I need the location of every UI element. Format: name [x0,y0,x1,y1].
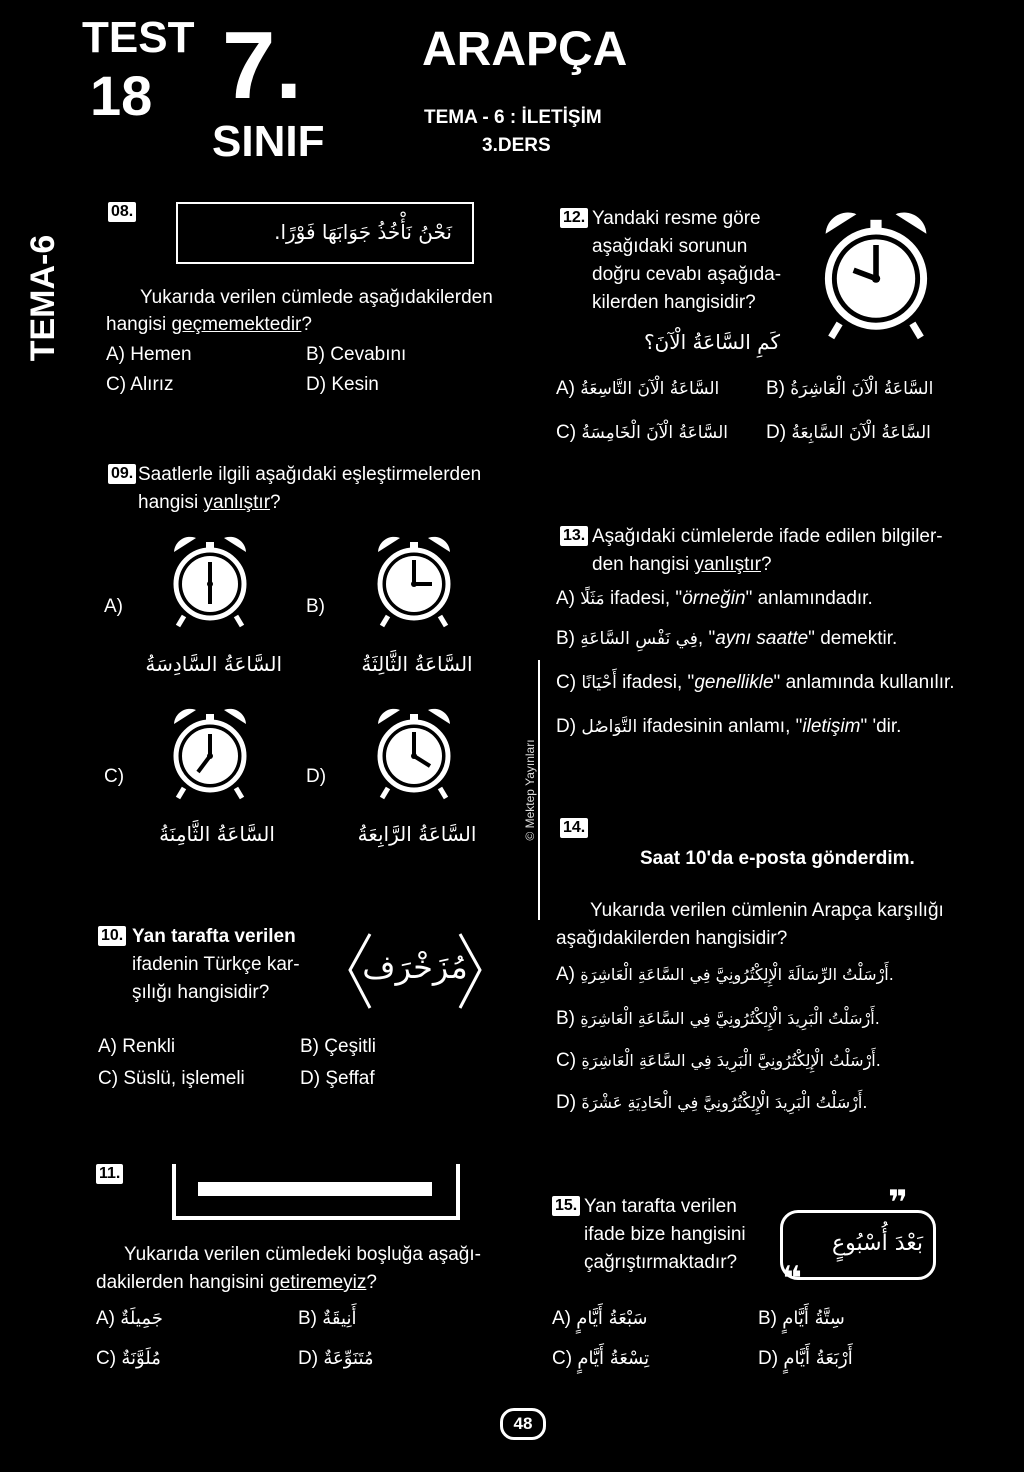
q14-sentence: Saat 10'da e-posta gönderdim. [640,848,915,869]
q14-stem-2: aşağıdakilerden hangisidir? [556,928,788,949]
q08-arabic-sentence: نَحْنُ نَأْخُذُ جَوَابَهَا فَوْرًا. [274,220,452,244]
q08-stem-1: Yukarıda verilen cümlede aşağıdakilerden [140,287,493,308]
q15-option-c[interactable]: C) تِسْعَةُ أَيَّامٍ [552,1348,650,1369]
q15-option-a[interactable]: A) سَبْعَةُ أَيَّامٍ [552,1308,648,1329]
q10-number: 10. [98,926,126,946]
q11-option-b[interactable]: B) أَنِيقَةٌ [298,1308,357,1329]
q10-option-c[interactable]: C) Süslü, işlemeli [98,1068,245,1089]
grade-number: 7. [222,12,303,119]
q12-number: 12. [560,208,588,228]
q08-option-d[interactable]: D) Kesin [306,374,379,395]
q15-stem-2: ifade bize hangisini [584,1224,746,1245]
q11-number: 11. [96,1164,123,1184]
q12-option-c[interactable]: C) السَّاعَةُ الْآنَ الْخَامِسَةُ [556,422,729,443]
q13-stem-1: Aşağıdaki cümlelerde ifade edilen bilgiler- [592,526,943,547]
side-tab: TEMA-6 [24,234,62,362]
q12-stem-4: kilerden hangisidir? [592,292,756,313]
q12-stem-2: aşağıdaki sorunun [592,236,748,257]
q09-option-b-label[interactable]: B) [306,596,325,617]
q14-option-b[interactable]: B) أَرْسَلْتُ الْبَرِيدَ الْإِلِكْتُرُونِيَّ فِي السَّاعَةِ الْعَاشِرَةِ. [556,1008,880,1029]
lesson-title: 3.DERS [482,135,551,156]
q13-option-c[interactable]: C) أَحْيَانًا ifadesi, "genellikle" anlamında kullanılır. [556,672,955,693]
q13-option-b[interactable]: B) فِي نَفْسِ السَّاعَةِ, "aynı saatte" demektir. [556,628,898,649]
q10-option-a[interactable]: A) Renkli [98,1036,176,1057]
subject-title: ARAPÇA [422,23,628,76]
q15-phrase-box [780,1210,936,1280]
q10-stem-3: şılığı hangisidir? [132,982,270,1003]
q11-option-d[interactable]: D) مُتَنَوِّعَةٌ [298,1348,374,1369]
grade-label: SINIF [212,117,325,166]
q13-number: 13. [560,526,588,546]
page-number: 48 [500,1408,546,1440]
closing-quote-icon: ❞ [888,1184,908,1222]
q14-option-c[interactable]: C) أَرْسَلْتُ الْإِلِكْتُرُونِيَّ الْبَرِيدَ فِي السَّاعَةِ الْعَاشِرَةِ. [556,1050,881,1071]
q15-number: 15. [552,1196,580,1216]
opening-quote-icon: ❝ [782,1260,802,1298]
q14-option-d[interactable]: D) أَرْسَلْتُ الْبَرِيدَ الْإِلِكْتُرُونِيَّ فِي الْحَادِيَةِ عَشْرَةَ. [556,1092,868,1113]
q09-number: 09. [108,464,136,484]
q14-stem-1: Yukarıda verilen cümlenin Arapça karşılığı [590,900,944,921]
q15-arabic-phrase: بَعْدَ أُسْبُوعٍ [832,1231,923,1256]
q15-stem-3: çağrıştırmaktadır? [584,1252,738,1273]
q12-stem-3: doğru cevabı aşağıda- [592,264,782,285]
q11-blank-line [198,1182,432,1196]
q09-option-c-arabic: السَّاعَةُ الثَّامِنَةُ [159,822,275,846]
q09-option-c-label[interactable]: C) [104,766,125,787]
q08-sentence-box [176,202,474,264]
q09-stem-1: Saatlerle ilgili aşağıdaki eşleştirmelerden [138,464,482,485]
q15-option-d[interactable]: D) أَرْبَعَةُ أَيَّامٍ [758,1348,853,1369]
q12-option-d[interactable]: D) السَّاعَةُ الْآنَ السَّابِعَةُ [766,422,931,443]
q12-option-a[interactable]: A) السَّاعَةُ الْآنَ التَّاسِعَةُ [556,378,720,399]
q15-option-b[interactable]: B) سِتَّةُ أَيَّامٍ [758,1308,845,1329]
q10-stem-2: ifadenin Türkçe kar- [132,954,300,975]
q14-number: 14. [560,818,588,838]
test-number: 18 [90,64,153,127]
q10-arabic-word: مُزَخْرَف [362,948,468,986]
q13-stem-2: den hangisi yanlıştır? [592,554,772,575]
q11-sentence-box [172,1164,460,1220]
q13-option-a[interactable]: A) مَثَلًا ifadesi, "örneğin" anlamındadır. [556,588,873,609]
q09-option-b-arabic: السَّاعَةُ الثَّالِثَةُ [361,652,473,676]
q08-option-c[interactable]: C) Alırız [106,374,174,395]
q10-option-b[interactable]: B) Çeşitli [300,1036,377,1057]
q12-stem-1: Yandaki resme göre [592,208,761,229]
q14-option-a[interactable]: A) أَرْسَلْتُ الرِّسَالَةَ الْإِلِكْتُرُونِيَّ فِي السَّاعَةِ الْعَاشِرَةِ. [556,964,894,985]
q11-option-a[interactable]: A) جَمِيلَةٌ [96,1308,163,1329]
q13-option-d[interactable]: D) التَّوَاصُل ifadesinin anlamı, "iletişim" 'dir. [556,716,902,737]
clock-icon [806,200,946,346]
q11-stem-2: dakilerden hangisini getiremeyiz? [96,1272,377,1293]
q09-option-a-arabic: السَّاعَةُ السَّادِسَةُ [145,652,282,676]
clock-icon [160,528,260,632]
clock-icon [364,700,464,804]
test-label: TEST [82,13,195,62]
clock-icon [160,700,260,804]
q08-option-a[interactable]: A) Hemen [106,344,192,365]
q09-option-d-arabic: السَّاعَةُ الرَّابِعَةُ [357,822,477,846]
publisher-mark: © Mektep Yayınları [523,739,537,841]
q09-option-d-label[interactable]: D) [306,766,327,787]
theme-title: TEMA - 6 : İLETİŞİM [424,107,602,128]
q09-option-a-label[interactable]: A) [104,596,123,617]
clock-icon [364,528,464,632]
q11-option-c[interactable]: C) مُلَوَّنَةٌ [96,1348,161,1369]
q08-option-b[interactable]: B) Cevabını [306,344,407,365]
q15-stem-1: Yan tarafta verilen [584,1196,737,1217]
q08-number: 08. [108,202,136,222]
q10-stem-1: Yan tarafta verilen [132,926,296,947]
q10-option-d[interactable]: D) Şeffaf [300,1068,375,1089]
q09-stem-2: hangisi yanlıştır? [138,492,281,513]
q12-question-arabic: كَمِ السَّاعَةُ الْآنَ؟ [643,330,780,354]
q08-stem-2: hangisi geçmemektedir? [106,314,312,335]
q11-stem-1: Yukarıda verilen cümledeki boşluğa aşağı- [124,1244,481,1265]
q12-option-b[interactable]: B) السَّاعَةُ الْآنَ الْعَاشِرَةُ [766,378,934,399]
column-divider [538,660,540,920]
